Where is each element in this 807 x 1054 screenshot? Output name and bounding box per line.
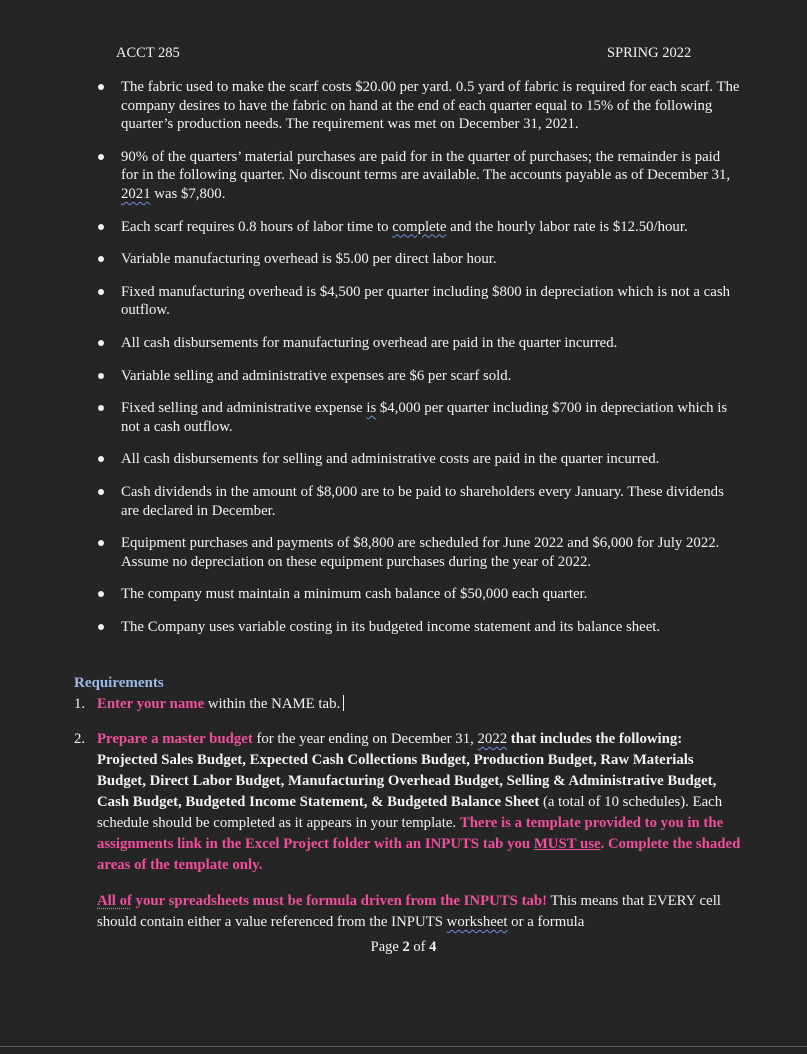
bullet-icon bbox=[98, 289, 104, 295]
requirement-number: 1. bbox=[74, 696, 86, 712]
grammar-flag[interactable]: 2022 bbox=[477, 731, 508, 747]
grammar-flag[interactable]: 2021 bbox=[121, 185, 151, 202]
bullet-icon bbox=[98, 456, 104, 462]
bullet-icon bbox=[98, 224, 104, 230]
schedule-list: Projected Sales Budget, Expected Cash Collections Budget, Production Budget, Raw Materials Budget, Direct Labor Budget, Manufacturing Overhead Budget, Selling & Administrative Budget, Cash Budget, Budgeted Income Statement, & Budgeted Balance Sheet bbox=[97, 752, 717, 810]
requirements-heading: Requirements bbox=[74, 675, 164, 691]
page-bottom-divider bbox=[0, 1046, 807, 1047]
bullet-icon bbox=[98, 84, 104, 90]
term-header: SPRING 2022 bbox=[607, 45, 692, 61]
list-item: Equipment purchases and payments of $8,800 are scheduled for June 2022 and $6,000 for July 2022. Assume no depreciation on these equipment purchases during the year of 2022. bbox=[0, 534, 741, 571]
list-item: The Company uses variable costing in its budgeted income statement and its balance sheet. bbox=[0, 618, 741, 637]
requirement-highlight: Enter your name bbox=[97, 696, 205, 712]
bullet-icon bbox=[98, 256, 104, 262]
bullet-icon bbox=[98, 154, 104, 160]
bullet-icon bbox=[98, 591, 104, 597]
requirement-number: 2. bbox=[74, 731, 86, 747]
list-item: Variable manufacturing overhead is $5.00 per direct labor hour. bbox=[0, 250, 741, 269]
template-note: There is a template provided to you in the assignments link in the Excel Project folder with an INPUTS tab you bbox=[97, 815, 724, 852]
list-item: The fabric used to make the scarf costs $20.00 per yard. 0.5 yard of fabric is required for each scarf. The company desires to have the fabric on hand at the end of each quarter equal to 15% of the following quarter’s production needs. The requirement was met on December 31, 2021. bbox=[0, 78, 741, 134]
list-item: Each scarf requires 0.8 hours of labor time to complete and the hourly labor rate is $12.50/hour. bbox=[0, 218, 741, 237]
list-item: All cash disbursements for selling and administrative costs are paid in the quarter incurred. bbox=[0, 450, 741, 469]
list-item: Fixed manufacturing overhead is $4,500 per quarter including $800 in depreciation which is not a cash outflow. bbox=[0, 283, 741, 320]
list-item: 90% of the quarters’ material purchases are paid for in the quarter of purchases; the remainder is paid for in the following quarter. No discount terms are available. The accounts payable as of December 31, 2021 was $7,800. bbox=[0, 148, 741, 204]
bullet-icon bbox=[98, 489, 104, 495]
requirement-2: 2. Prepare a master budget for the year ending on December 31, 2022 that includes the following: Projected Sales Budget, Expected Cash Collections Budget, Production Budget, Raw Materials Budget, Direct Labor Budget, Manufacturing Overhead Budget, Selling & Administrative Budget, Cash Budget, Budgeted Income Statement, & Budgeted Balance Sheet (a total of 10 schedules). Each schedule should be completed as it appears in your template. There is a template provided to you in the assignments link in the Excel Project folder with an INPUTS tab you MUST use. Complete the shaded areas of the template only. bbox=[74, 731, 741, 873]
formula-paragraph: All of your spreadsheets must be formula driven from the INPUTS tab! This means that EVERY cell should contain either a value referenced from the INPUTS worksheet or a formula bbox=[97, 893, 721, 930]
bullet-icon bbox=[98, 405, 104, 411]
course-header: ACCT 285 bbox=[116, 45, 180, 61]
grammar-flag[interactable]: is bbox=[366, 400, 377, 417]
requirement-highlight: Prepare a master budget bbox=[97, 731, 253, 747]
assumptions-list bbox=[0, 78, 807, 650]
bullet-icon bbox=[98, 624, 104, 630]
grammar-flag[interactable]: worksheet bbox=[446, 914, 508, 930]
list-item: The company must maintain a minimum cash balance of $50,000 each quarter. bbox=[0, 585, 741, 604]
bullet-icon bbox=[98, 340, 104, 346]
requirement-1: 1. Enter your name within the NAME tab. bbox=[74, 694, 744, 715]
must-use-emphasis: MUST use bbox=[533, 836, 601, 852]
grammar-flag[interactable]: complete bbox=[392, 218, 447, 235]
bullet-icon bbox=[98, 540, 104, 546]
page-number: Page 2 of 4 bbox=[370, 939, 437, 955]
list-item: All cash disbursements for manufacturing overhead are paid in the quarter incurred. bbox=[0, 334, 741, 353]
grammar-flag[interactable]: All of bbox=[97, 893, 132, 909]
text-cursor bbox=[343, 695, 344, 711]
list-item: Variable selling and administrative expenses are $6 per scarf sold. bbox=[0, 367, 741, 386]
bullet-icon bbox=[98, 373, 104, 379]
list-item: Fixed selling and administrative expense is $4,000 per quarter including $700 in depreciation which is not a cash outflow. bbox=[0, 399, 741, 436]
list-item: Cash dividends in the amount of $8,000 are to be paid to shareholders every January. These dividends are declared in December. bbox=[0, 483, 741, 520]
